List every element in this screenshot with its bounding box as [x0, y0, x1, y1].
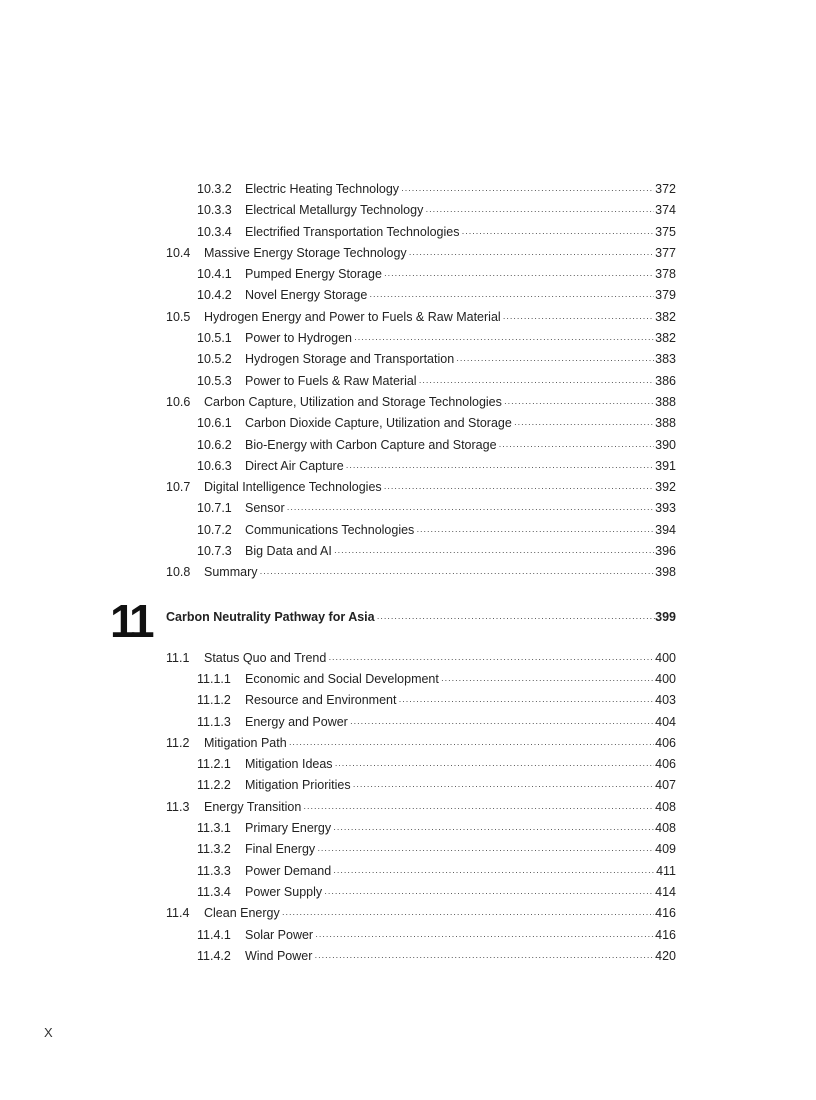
toc-entry-page-number: 403 [655, 693, 676, 708]
leader-dots [333, 862, 655, 883]
toc-entry-page-number: 407 [655, 778, 676, 793]
chapter-title: Carbon Neutrality Pathway for Asia [166, 609, 375, 624]
toc-entry-page-number: 394 [655, 522, 676, 537]
toc-entry-line [245, 712, 676, 734]
toc-entry-title: Solar Power [245, 925, 313, 946]
toc-section-entry[interactable] [0, 477, 816, 498]
toc-entry-number: 10.5.2 [197, 352, 232, 367]
toc-subsection-entry[interactable] [0, 179, 816, 200]
toc-entry-page-number: 406 [655, 735, 676, 750]
toc-entry-page-number: 398 [655, 565, 676, 580]
toc-entry-line [245, 456, 676, 478]
toc-subsection-entry[interactable] [0, 690, 816, 711]
toc-subsection-entry[interactable] [0, 946, 816, 967]
leader-dots [499, 436, 655, 457]
toc-entry-number: 10.5.1 [197, 331, 232, 346]
toc-entry-page-number: 382 [655, 331, 676, 346]
toc-entry-title: Power Supply [245, 882, 322, 903]
leader-dots [317, 840, 654, 861]
toc-entry-number: 11.1.1 [197, 671, 231, 686]
leader-dots [354, 329, 654, 350]
toc-entry-number: 10.5.3 [197, 373, 232, 388]
toc-entry-line [245, 520, 676, 542]
leader-dots [419, 372, 655, 393]
toc-section-entry[interactable] [0, 307, 816, 328]
toc-entry-line [245, 946, 676, 968]
toc-entry-line [245, 285, 676, 307]
toc-subsection-entry[interactable] [0, 498, 816, 519]
toc-entry-page-number: 396 [655, 544, 676, 559]
toc-entry-page-number: 375 [655, 224, 676, 239]
leader-dots [398, 691, 654, 712]
toc-subsection-entry[interactable] [0, 349, 816, 370]
toc-entry-number: 10.7.3 [197, 544, 232, 559]
leader-dots [324, 883, 654, 904]
toc-entry-title: Electrical Metallurgy Technology [245, 200, 423, 221]
toc-entry-title: Electric Heating Technology [245, 179, 399, 200]
toc-section-entry[interactable] [0, 562, 816, 583]
toc-entry-line [245, 328, 676, 350]
leader-dots [369, 286, 654, 307]
toc-entry-number: 10.5 [166, 309, 191, 324]
toc-entry-page-number: 372 [655, 182, 676, 196]
toc-entry-line [245, 349, 676, 371]
leader-dots [384, 265, 654, 286]
toc-entry-number: 11.3.3 [197, 863, 231, 878]
toc-entry-title: Final Energy [245, 839, 315, 860]
leader-dots [333, 819, 654, 840]
toc-entry-page-number: 404 [655, 714, 676, 729]
leader-dots [287, 499, 655, 520]
leader-dots [335, 755, 655, 776]
toc-entry-line [245, 179, 676, 201]
leader-dots [282, 904, 654, 925]
toc-entry-line [204, 243, 676, 265]
toc-subsection-entry[interactable] [0, 882, 816, 903]
toc-entry-line [245, 669, 676, 691]
toc-entry-page-number: 406 [655, 757, 676, 772]
leader-dots [346, 457, 654, 478]
toc-entry-number: 11.4.2 [197, 948, 231, 963]
toc-entry-page-number: 377 [655, 245, 676, 260]
toc-subsection-entry[interactable] [0, 925, 816, 946]
toc-entry-page-number: 388 [655, 416, 676, 431]
toc-entry-title: Pumped Energy Storage [245, 264, 382, 285]
toc-entry-line [204, 797, 676, 819]
toc-entry-number: 11.2.2 [197, 778, 231, 793]
toc-subsection-entry[interactable] [0, 200, 816, 221]
toc-section-chapter-11 [0, 648, 816, 967]
page-number-footer: X [44, 1025, 53, 1040]
toc-entry-line [245, 541, 676, 563]
toc-entry-number: 10.6 [166, 394, 191, 409]
leader-dots [289, 734, 654, 755]
toc-entry-page-number: 420 [655, 948, 676, 963]
toc-entry-title: Mitigation Ideas [245, 754, 333, 775]
leader-dots [353, 776, 655, 797]
toc-entry-title: Hydrogen Energy and Power to Fuels & Raw Material [204, 307, 501, 328]
toc-entry-title: Hydrogen Storage and Transportation [245, 349, 454, 370]
toc-subsection-entry[interactable] [0, 775, 816, 796]
toc-entry-number: 11.3.1 [197, 821, 231, 836]
toc-entry-line [245, 818, 676, 840]
leader-dots [384, 478, 654, 499]
toc-entry-title: Big Data and AI [245, 541, 332, 562]
toc-entry-title: Power to Hydrogen [245, 328, 352, 349]
toc-subsection-entry[interactable] [0, 222, 816, 243]
chapter-number: 11 [110, 594, 151, 647]
toc-section-entry[interactable] [0, 903, 816, 924]
toc-entry-page-number: 390 [655, 437, 676, 452]
toc-entry-line [204, 392, 676, 414]
toc-entry-title: Carbon Dioxide Capture, Utilization and Storage [245, 413, 512, 434]
toc-entry-number: 10.6.2 [197, 437, 232, 452]
leader-dots [259, 563, 654, 584]
toc-entry-number: 10.3.3 [197, 203, 232, 218]
toc-entry-page-number: 393 [655, 501, 676, 516]
toc-entry-title: Massive Energy Storage Technology [204, 243, 407, 264]
toc-entry-title: Mitigation Path [204, 733, 287, 754]
toc-entry-title: Electrified Transportation Technologies [245, 222, 459, 243]
toc-subsection-entry[interactable] [0, 541, 816, 562]
leader-dots [401, 180, 654, 201]
toc-entry-title: Status Quo and Trend [204, 648, 326, 669]
toc-subsection-entry[interactable] [0, 328, 816, 349]
chapter-heading[interactable] [0, 584, 816, 647]
toc-entry-page-number: 388 [655, 394, 676, 409]
leader-dots [350, 713, 654, 734]
leader-dots [315, 926, 654, 947]
toc-entry-title: Digital Intelligence Technologies [204, 477, 382, 498]
toc-subsection-entry[interactable] [0, 754, 816, 775]
toc-entry-title: Power Demand [245, 861, 331, 882]
leader-dots [441, 670, 654, 691]
toc-entry-page-number: 416 [655, 906, 676, 921]
leader-dots [461, 223, 654, 244]
toc-entry-line [245, 371, 676, 393]
toc-entry-line [245, 222, 676, 244]
toc-entry-number: 11.2.1 [197, 757, 231, 772]
toc-entry-title: Wind Power [245, 946, 312, 967]
toc-entry-line [245, 882, 676, 904]
toc-entry-page-number: 408 [655, 821, 676, 836]
toc-entry-line [245, 435, 676, 457]
toc-entry-number: 10.3.4 [197, 224, 232, 239]
toc-entry-number: 10.4.2 [197, 288, 232, 303]
toc-entry-page-number: 382 [655, 309, 676, 324]
toc-subsection-entry[interactable] [0, 413, 816, 434]
toc-subsection-entry[interactable] [0, 818, 816, 839]
toc-subsection-entry[interactable] [0, 264, 816, 285]
toc-entry-number: 10.6.1 [197, 416, 232, 431]
toc-entry-number: 10.7.2 [197, 522, 232, 537]
toc-entry-title: Energy Transition [204, 797, 301, 818]
leader-dots [303, 798, 654, 819]
toc-section-entry[interactable] [0, 648, 816, 669]
toc-entry-title: Mitigation Priorities [245, 775, 351, 796]
toc-entry-page-number: 386 [655, 373, 676, 388]
toc-entry-line [245, 498, 676, 520]
toc-entry-line [245, 200, 676, 222]
toc-entry-page-number: 391 [655, 458, 676, 473]
toc-entry-line [204, 733, 676, 755]
leader-dots [377, 613, 656, 623]
toc-entry-number: 10.8 [166, 565, 191, 580]
toc-entry-number: 11.1.2 [197, 693, 231, 708]
toc-subsection-entry[interactable] [0, 371, 816, 392]
chapter-page-number: 399 [655, 609, 676, 624]
toc-entry-page-number: 378 [655, 267, 676, 282]
leader-dots [314, 947, 654, 968]
toc-entry-number: 10.6.3 [197, 458, 232, 473]
toc-entry-line [245, 925, 676, 947]
toc-entry-number: 11.1 [166, 650, 190, 665]
leader-dots [504, 393, 654, 414]
toc-entry-page-number: 409 [655, 842, 676, 857]
toc-entry-title: Power to Fuels & Raw Material [245, 371, 417, 392]
toc-entry-line [245, 690, 676, 712]
toc-subsection-entry[interactable] [0, 839, 816, 860]
toc-entry-title: Resource and Environment [245, 690, 396, 711]
toc-entry-page-number: 400 [655, 650, 676, 665]
toc-entry-title: Clean Energy [204, 903, 280, 924]
toc-entry-page-number: 416 [655, 927, 676, 942]
toc-entry-number: 11.4 [166, 906, 190, 921]
toc-section-chapter-10 [0, 179, 816, 584]
leader-dots [334, 542, 654, 563]
toc-entry-title: Novel Energy Storage [245, 285, 367, 306]
toc-entry-title: Primary Energy [245, 818, 331, 839]
toc-subsection-entry[interactable] [0, 285, 816, 306]
leader-dots [416, 521, 654, 542]
toc-entry-line [245, 413, 676, 435]
table-of-contents [0, 179, 816, 967]
toc-entry-page-number: 414 [655, 884, 676, 899]
toc-entry-page-number: 383 [655, 352, 676, 367]
toc-subsection-entry[interactable] [0, 456, 816, 477]
toc-entry-title: Direct Air Capture [245, 456, 344, 477]
chapter-title-line [166, 610, 676, 624]
toc-entry-number: 10.3.2 [197, 182, 232, 196]
leader-dots [328, 649, 654, 670]
toc-entry-title: Communications Technologies [245, 520, 414, 541]
toc-subsection-entry[interactable] [0, 861, 816, 882]
toc-entry-page-number: 411 [656, 863, 676, 878]
toc-entry-title: Energy and Power [245, 712, 348, 733]
toc-entry-number: 10.7 [166, 480, 191, 495]
toc-entry-number: 10.4 [166, 245, 191, 260]
toc-entry-number: 11.1.3 [197, 714, 231, 729]
toc-entry-page-number: 392 [655, 480, 676, 495]
leader-dots [514, 414, 654, 435]
toc-entry-page-number: 374 [655, 203, 676, 218]
toc-entry-line [204, 307, 676, 329]
toc-entry-page-number: 408 [655, 799, 676, 814]
toc-subsection-entry[interactable] [0, 435, 816, 456]
toc-section-entry[interactable] [0, 733, 816, 754]
toc-entry-number: 11.3.2 [197, 842, 231, 857]
toc-entry-line [245, 839, 676, 861]
toc-section-entry[interactable] [0, 243, 816, 264]
toc-entry-page-number: 379 [655, 288, 676, 303]
toc-entry-number: 11.3.4 [197, 884, 231, 899]
toc-entry-line [204, 903, 676, 925]
toc-entry-title: Bio-Energy with Carbon Capture and Storage [245, 435, 497, 456]
toc-subsection-entry[interactable] [0, 712, 816, 733]
toc-entry-number: 11.2 [166, 735, 190, 750]
toc-entry-title: Economic and Social Development [245, 669, 439, 690]
toc-entry-line [204, 477, 676, 499]
leader-dots [409, 244, 654, 265]
toc-subsection-entry[interactable] [0, 669, 816, 690]
toc-entry-title: Sensor [245, 498, 285, 519]
toc-entry-line [204, 562, 676, 584]
leader-dots [503, 308, 654, 329]
toc-section-entry[interactable] [0, 392, 816, 413]
toc-section-entry[interactable] [0, 797, 816, 818]
leader-dots [425, 201, 654, 222]
toc-entry-number: 10.4.1 [197, 267, 232, 282]
toc-entry-title: Summary [204, 562, 257, 583]
toc-entry-line [245, 264, 676, 286]
toc-subsection-entry[interactable] [0, 520, 816, 541]
toc-entry-number: 11.4.1 [197, 927, 231, 942]
toc-entry-line [245, 754, 676, 776]
leader-dots [456, 350, 654, 371]
toc-entry-line [245, 861, 676, 883]
toc-entry-title: Carbon Capture, Utilization and Storage Technologies [204, 392, 502, 413]
toc-entry-line [245, 775, 676, 797]
toc-entry-line [204, 648, 676, 670]
toc-entry-number: 11.3 [166, 799, 190, 814]
toc-entry-page-number: 400 [655, 671, 676, 686]
toc-entry-number: 10.7.1 [197, 501, 232, 516]
